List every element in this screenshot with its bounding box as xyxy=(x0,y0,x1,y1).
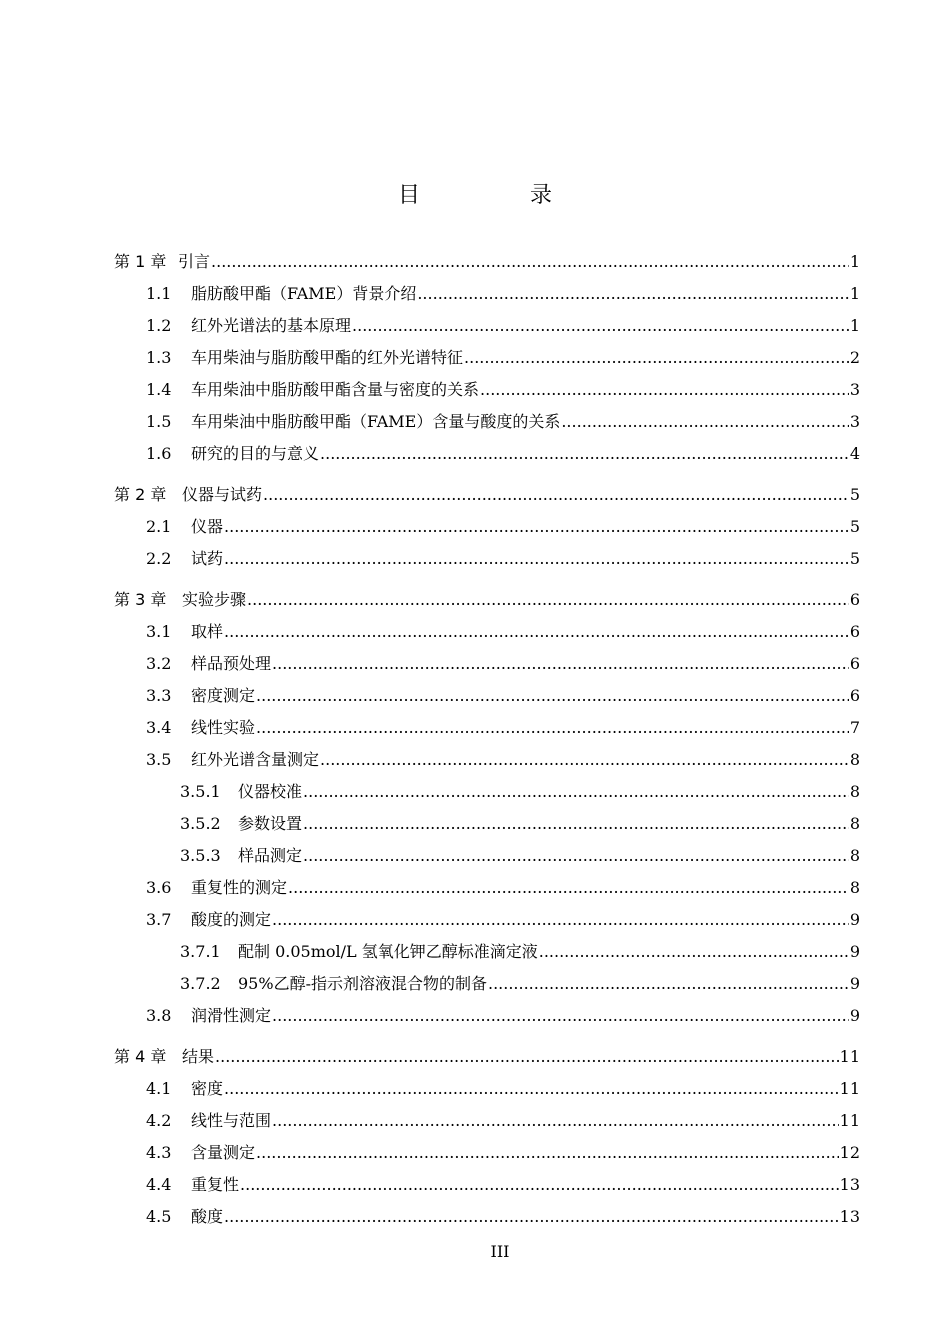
toc-title: 样品测定 xyxy=(238,846,303,865)
toc-page-number: 9 xyxy=(849,1006,860,1025)
toc-number: 3.7.1 xyxy=(180,942,221,961)
toc-number: 1.5 xyxy=(146,412,172,431)
toc-number: 2.2 xyxy=(146,549,172,568)
toc-title: 酸度 xyxy=(191,1207,224,1226)
toc-number: 4.3 xyxy=(146,1143,172,1162)
toc-number: 1.1 xyxy=(146,284,172,303)
toc-entry-4-1[interactable] xyxy=(114,1073,860,1105)
table-of-contents xyxy=(114,246,860,1233)
toc-title: 车用柴油中脂肪酸甲酯含量与密度的关系 xyxy=(191,380,480,399)
toc-entry-chapter-2[interactable] xyxy=(114,479,860,511)
toc-dot-leader xyxy=(224,543,849,575)
toc-dot-leader xyxy=(263,479,849,511)
toc-dot-leader xyxy=(464,342,849,374)
toc-entry-3-8[interactable] xyxy=(114,1000,860,1032)
toc-dot-leader xyxy=(480,374,849,406)
toc-number: 3.6 xyxy=(146,878,172,897)
toc-page-number: 8 xyxy=(849,782,860,801)
toc-entry-1-2[interactable] xyxy=(114,310,860,342)
toc-entry-3-5-3[interactable] xyxy=(114,840,860,872)
toc-page-number: 11 xyxy=(839,1079,860,1098)
toc-dot-leader xyxy=(215,1041,839,1073)
toc-entry-chapter-3[interactable] xyxy=(114,584,860,616)
toc-title: 实验步骤 xyxy=(182,590,247,609)
toc-entry-3-4[interactable] xyxy=(114,712,860,744)
toc-page-number: 8 xyxy=(849,846,860,865)
toc-page-number: 2 xyxy=(849,348,860,367)
toc-dot-leader xyxy=(256,680,849,712)
toc-title: 试药 xyxy=(191,549,224,568)
toc-dot-leader xyxy=(224,616,849,648)
toc-dot-leader xyxy=(320,438,849,470)
toc-page-number: 5 xyxy=(849,485,860,504)
toc-dot-leader xyxy=(247,584,849,616)
toc-title: 重复性 xyxy=(191,1175,240,1194)
toc-title: 润滑性测定 xyxy=(191,1006,272,1025)
toc-entry-4-3[interactable] xyxy=(114,1137,860,1169)
toc-title: 参数设置 xyxy=(238,814,303,833)
toc-entry-4-4[interactable] xyxy=(114,1169,860,1201)
toc-page-number: 11 xyxy=(839,1111,860,1130)
toc-dot-leader xyxy=(352,310,849,342)
toc-number: 3.1 xyxy=(146,622,172,641)
toc-title: 密度测定 xyxy=(191,686,256,705)
toc-dot-leader xyxy=(211,246,849,278)
toc-number: 4.1 xyxy=(146,1079,172,1098)
toc-page-number: 5 xyxy=(849,517,860,536)
toc-entry-3-3[interactable] xyxy=(114,680,860,712)
toc-title: 含量测定 xyxy=(191,1143,256,1162)
toc-entry-3-7[interactable] xyxy=(114,904,860,936)
toc-number: 3.8 xyxy=(146,1006,172,1025)
toc-number: 第 4 章 xyxy=(114,1047,167,1066)
toc-entry-3-2[interactable] xyxy=(114,648,860,680)
toc-dot-leader xyxy=(240,1169,839,1201)
toc-title: 车用柴油与脂肪酸甲酯的红外光谱特征 xyxy=(191,348,464,367)
toc-title: 仪器校准 xyxy=(238,782,303,801)
toc-entry-chapter-4[interactable] xyxy=(114,1041,860,1073)
toc-entry-chapter-1[interactable] xyxy=(114,246,860,278)
page-footer-number: III xyxy=(490,1242,510,1261)
toc-number: 3.7.2 xyxy=(180,974,221,993)
toc-entry-3-6[interactable] xyxy=(114,872,860,904)
toc-entry-3-5[interactable] xyxy=(114,744,860,776)
toc-title: 密度 xyxy=(191,1079,224,1098)
toc-title: 酸度的测定 xyxy=(191,910,272,929)
toc-page-number: 11 xyxy=(839,1047,860,1066)
toc-dot-leader xyxy=(539,936,849,968)
toc-entry-3-1[interactable] xyxy=(114,616,860,648)
toc-number: 第 2 章 xyxy=(114,485,167,504)
toc-page-number: 8 xyxy=(849,750,860,769)
toc-dot-leader xyxy=(561,406,848,438)
toc-page-number: 3 xyxy=(849,380,860,399)
toc-dot-leader xyxy=(303,840,849,872)
toc-page-number: 9 xyxy=(849,974,860,993)
toc-dot-leader xyxy=(272,904,849,936)
toc-page-number: 8 xyxy=(849,878,860,897)
toc-page-number: 9 xyxy=(849,942,860,961)
toc-number: 3.5.2 xyxy=(180,814,221,833)
toc-number: 4.4 xyxy=(146,1175,172,1194)
toc-page-number: 6 xyxy=(849,686,860,705)
toc-entry-1-3[interactable] xyxy=(114,342,860,374)
toc-entry-3-7-1[interactable] xyxy=(114,936,860,968)
toc-title: 重复性的测定 xyxy=(191,878,288,897)
toc-number: 3.3 xyxy=(146,686,172,705)
toc-dot-leader xyxy=(303,808,849,840)
toc-entry-2-1[interactable] xyxy=(114,511,860,543)
toc-number: 1.3 xyxy=(146,348,172,367)
toc-page-number: 7 xyxy=(849,718,860,737)
toc-dot-leader xyxy=(256,1137,839,1169)
toc-dot-leader xyxy=(303,776,849,808)
toc-number: 3.5.3 xyxy=(180,846,221,865)
toc-page-number: 8 xyxy=(849,814,860,833)
toc-number: 第 1 章 xyxy=(114,252,167,271)
toc-page-number: 9 xyxy=(849,910,860,929)
toc-entry-1-6[interactable] xyxy=(114,438,860,470)
toc-entry-3-5-2[interactable] xyxy=(114,808,860,840)
toc-page-number: 5 xyxy=(849,549,860,568)
toc-page-number: 13 xyxy=(839,1175,860,1194)
toc-title: 样品预处理 xyxy=(191,654,272,673)
toc-number: 2.1 xyxy=(146,517,172,536)
toc-dot-leader xyxy=(256,712,849,744)
toc-page-number: 6 xyxy=(849,654,860,673)
toc-dot-leader xyxy=(417,278,848,310)
toc-number: 1.2 xyxy=(146,316,172,335)
page-title: 目 录 xyxy=(397,183,596,208)
toc-entry-1-1[interactable] xyxy=(114,278,860,310)
toc-dot-leader xyxy=(272,1000,849,1032)
toc-page-number: 6 xyxy=(849,590,860,609)
toc-title: 红外光谱含量测定 xyxy=(191,750,320,769)
toc-number: 1.6 xyxy=(146,444,172,463)
toc-title: 95%乙醇-指示剂溶液混合物的制备 xyxy=(238,974,487,993)
toc-page-number: 13 xyxy=(839,1207,860,1226)
toc-number: 第 3 章 xyxy=(114,590,167,609)
toc-title: 脂肪酸甲酯（FAME）背景介绍 xyxy=(191,284,417,303)
toc-dot-leader xyxy=(272,1105,839,1137)
toc-number: 3.4 xyxy=(146,718,172,737)
toc-entry-3-5-1[interactable] xyxy=(114,776,860,808)
toc-page-number: 1 xyxy=(849,252,860,271)
toc-title: 线性与范围 xyxy=(191,1111,272,1130)
toc-entry-3-7-2[interactable] xyxy=(114,968,860,1000)
toc-dot-leader xyxy=(272,648,849,680)
toc-number: 3.2 xyxy=(146,654,172,673)
toc-title: 取样 xyxy=(191,622,224,641)
toc-entry-4-2[interactable] xyxy=(114,1105,860,1137)
toc-title: 引言 xyxy=(178,252,211,271)
toc-dot-leader xyxy=(224,1073,839,1105)
toc-title: 研究的目的与意义 xyxy=(191,444,320,463)
toc-page-number: 4 xyxy=(849,444,860,463)
toc-title: 仪器与试药 xyxy=(182,485,263,504)
toc-title: 红外光谱法的基本原理 xyxy=(191,316,352,335)
toc-number: 3.5 xyxy=(146,750,172,769)
toc-title: 线性实验 xyxy=(191,718,256,737)
toc-entry-1-5[interactable] xyxy=(114,406,860,438)
toc-page-number: 1 xyxy=(849,284,860,303)
toc-page-number: 3 xyxy=(849,412,860,431)
toc-entry-2-2[interactable] xyxy=(114,543,860,575)
toc-dot-leader xyxy=(488,968,849,1000)
toc-title: 车用柴油中脂肪酸甲酯（FAME）含量与酸度的关系 xyxy=(191,412,561,431)
toc-dot-leader xyxy=(320,744,849,776)
toc-page-number: 1 xyxy=(849,316,860,335)
toc-entry-1-4[interactable] xyxy=(114,374,860,406)
toc-number: 3.7 xyxy=(146,910,172,929)
toc-title: 结果 xyxy=(182,1047,215,1066)
toc-dot-leader xyxy=(288,872,849,904)
toc-number: 1.4 xyxy=(146,380,172,399)
toc-title: 配制 0.05mol/L 氢氧化钾乙醇标准滴定液 xyxy=(238,942,538,961)
toc-page-number: 12 xyxy=(839,1143,860,1162)
toc-number: 4.2 xyxy=(146,1111,172,1130)
toc-number: 3.5.1 xyxy=(180,782,221,801)
toc-number: 4.5 xyxy=(146,1207,172,1226)
toc-dot-leader xyxy=(224,1201,839,1233)
toc-dot-leader xyxy=(224,511,849,543)
toc-entry-4-5[interactable] xyxy=(114,1201,860,1233)
toc-title: 仪器 xyxy=(191,517,224,536)
toc-page-number: 6 xyxy=(849,622,860,641)
